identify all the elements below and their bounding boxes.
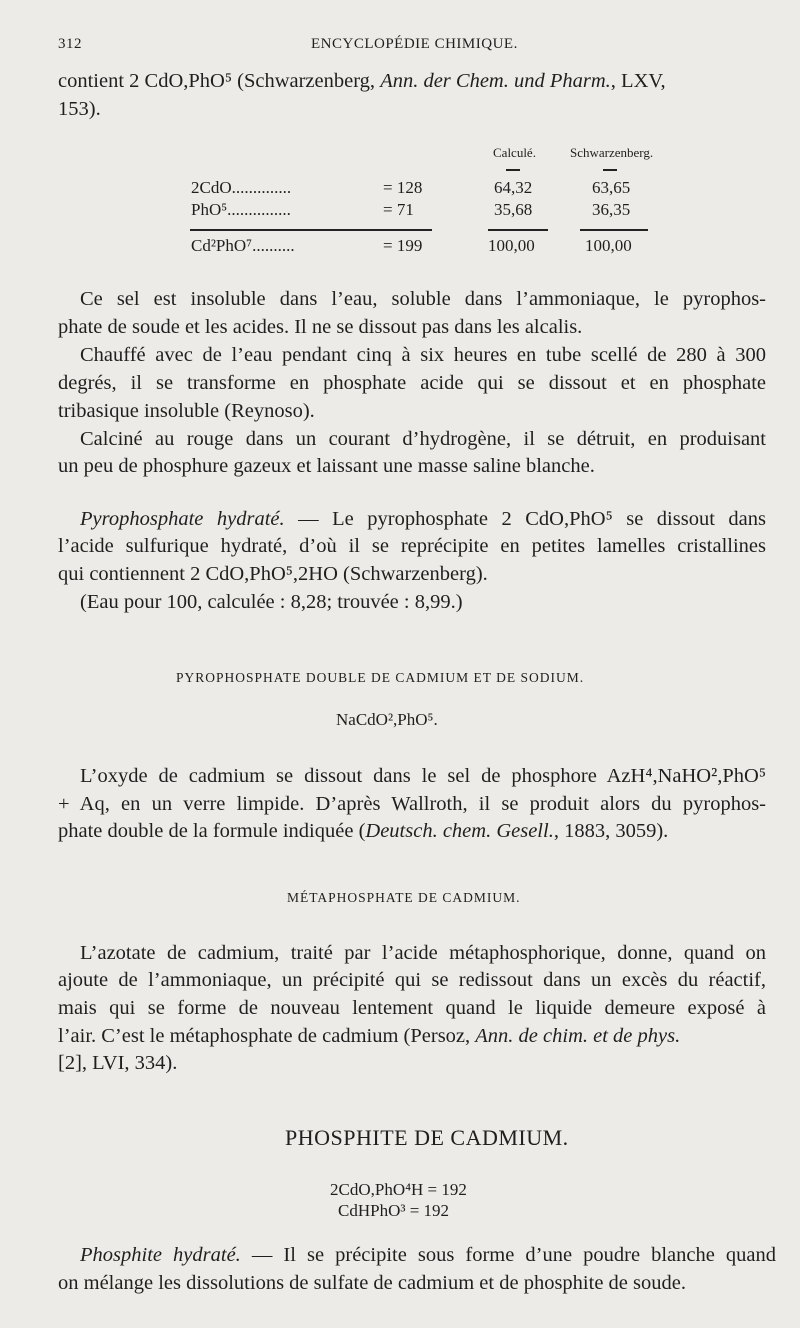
paragraph-line: tribasique insoluble (Reynoso). — [58, 400, 315, 422]
paragraph-text: phate double de la formule indiquée ( — [58, 820, 366, 842]
paragraph-line — [58, 818, 668, 845]
running-title: ENCYCLOPÉDIE CHIMIQUE. — [311, 36, 518, 52]
table-rule — [580, 229, 648, 231]
table-rule — [488, 229, 548, 231]
citation: Deutsch. chem. Gesell. — [365, 820, 554, 842]
table-row-found: 36,35 — [592, 200, 631, 219]
column-header-schwarzenberg: Schwarzenberg. — [570, 145, 654, 160]
paragraph-line: mais qui se forme de nouveau lentement quand le liquide demeure exposé à — [58, 997, 766, 1019]
column-dash — [603, 169, 617, 171]
paragraph-line: qui contiennent 2 CdO,PhO⁵,2HO (Schwarzenberg). — [58, 563, 488, 585]
paragraph-line: [2], LVI, 334). — [58, 1052, 178, 1074]
paragraph-line: Chauffé avec de l’eau pendant cinq à six heures en tube scellé de 280 à 300 — [80, 344, 766, 366]
page-number: 312 — [58, 36, 82, 52]
paragraph-text: — Le pyrophosphate 2 CdO,PhO⁵ se dissout dans — [284, 508, 766, 530]
paragraph-line: on mélange les dissolutions de sulfate de cadmium et de phosphite de soude. — [58, 1272, 686, 1294]
table-row-formula: PhO⁵............... — [191, 200, 291, 219]
paragraph-line: Calciné au rouge dans un courant d’hydrogène, il se détruit, en produisant — [80, 428, 766, 450]
column-dash — [506, 169, 520, 171]
table-row-weight: = 128 — [383, 178, 423, 197]
table-row-found: 63,65 — [592, 178, 631, 197]
subheading-pyrophosphate-hydrate: Pyrophosphate hydraté. — [80, 508, 285, 530]
formula-line: 2CdO,PhO⁴H = 192 — [330, 1180, 467, 1199]
paragraph-line: L’azotate de cadmium, traité par l’acide métaphosphorique, donne, quand on — [80, 942, 766, 964]
phosphite-paragraph-lead — [80, 1242, 776, 1269]
paragraph-text: l’air. C’est le métaphosphate de cadmium (Persoz, — [58, 1025, 476, 1047]
section-formula: NaCdO²,PhO⁵. — [336, 710, 438, 729]
paragraph-line: un peu de phosphure gazeux et laissant une masse saline blanche. — [58, 455, 595, 477]
paragraph-text: — Il se précipite sous forme d’une poudre blanche quand — [240, 1244, 776, 1266]
column-header-calcule: Calculé. — [493, 145, 536, 160]
paragraph-line: L’oxyde de cadmium se dissout dans le sel de phosphore AzH⁴,NaHO²,PhO⁵ — [80, 765, 766, 787]
subheading-phosphite-hydrate: Phosphite hydraté. — [80, 1244, 241, 1266]
formula-line: CdHPhO³ = 192 — [338, 1201, 450, 1220]
paragraph-text: , 1883, 3059). — [553, 820, 669, 842]
section-title: MÉTAPHOSPHATE DE CADMIUM. — [287, 890, 521, 905]
table-total-weight: = 199 — [383, 236, 423, 255]
paragraph-line: l’acide sulfurique hydraté, d’où il se reprécipite en petites lamelles cristallines — [58, 535, 766, 557]
table-total-calculated: 100,00 — [488, 236, 535, 255]
table-row-calculated: 64,32 — [494, 178, 533, 197]
paragraph-line: + Aq, en un verre limpide. D’après Wallroth, il se produit alors du pyrophos- — [58, 793, 766, 815]
intro-line-2: 153). — [58, 98, 101, 120]
water-content-line: (Eau pour 100, calculée : 8,28; trouvée : 8,99.) — [80, 591, 463, 613]
intro-volume: , LXV, — [610, 70, 666, 92]
table-rule — [190, 229, 432, 231]
table-total-formula: Cd²PhO⁷.......... — [191, 236, 295, 255]
citation: Ann. de chim. et de phys. — [475, 1025, 681, 1047]
table-row-calculated: 35,68 — [494, 200, 533, 219]
table-row-weight: = 71 — [383, 200, 414, 219]
intro-text: contient 2 CdO,PhO⁵ (Schwarzenberg, — [58, 70, 381, 92]
paragraph-line: phate de soude et les acides. Il ne se dissout pas dans les alcalis. — [58, 316, 583, 338]
hydrate-paragraph-lead — [80, 506, 766, 533]
section-title: PYROPHOSPHATE DOUBLE DE CADMIUM ET DE SODIUM. — [176, 670, 585, 685]
paragraph-line: Ce sel est insoluble dans l’eau, soluble dans l’ammoniaque, le pyrophos- — [80, 288, 766, 310]
paragraph-line: ajoute de l’ammoniaque, un précipité qui se redissout dans un excès du réactif, — [58, 969, 766, 991]
table-row-formula: 2CdO.............. — [191, 178, 292, 197]
intro-citation: Ann. der Chem. und Pharm. — [380, 70, 611, 92]
intro-line — [58, 68, 766, 95]
paragraph-line: degrés, il se transforme en phosphate acide qui se dissout et en phosphate — [58, 372, 766, 394]
paragraph-line — [58, 1023, 680, 1050]
chapter-title: PHOSPHITE DE CADMIUM. — [285, 1125, 569, 1150]
table-total-found: 100,00 — [585, 236, 632, 255]
